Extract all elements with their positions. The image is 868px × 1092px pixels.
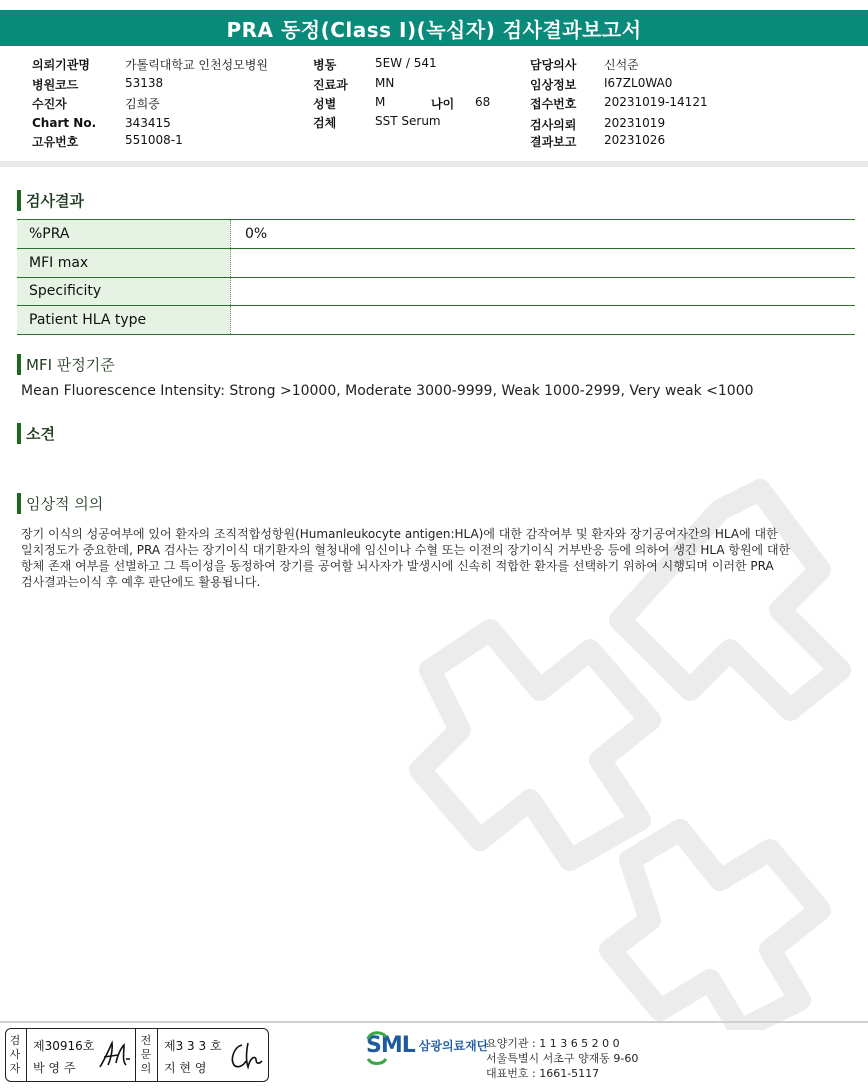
divider — [157, 1029, 158, 1081]
label-physician: 담당의사 — [530, 58, 577, 72]
org-name: 삼광의료재단 — [418, 1039, 489, 1053]
reviewer-label-char: 전 — [140, 1034, 152, 1047]
sml-logo-arc-icon — [364, 1029, 388, 1065]
value-clinical-info: I67ZL0WA0 — [604, 76, 673, 90]
value-ward: 5EW / 541 — [375, 56, 437, 70]
reviewer-name: 지 현 영 — [164, 1061, 207, 1075]
result-label-specificity: Specificity — [17, 278, 231, 306]
inspector-license-no: 제30916호 — [33, 1039, 95, 1053]
label-clinical-info: 임상정보 — [530, 78, 577, 92]
label-test-request: 검사의뢰 — [530, 118, 577, 132]
section-marker — [17, 190, 21, 211]
label-receipt-no: 접수번호 — [530, 97, 577, 111]
label-specimen: 검체 — [313, 116, 337, 130]
clinical-significance-text — [21, 526, 851, 590]
sml-logo — [366, 1033, 488, 1058]
value-requesting-institution: 가톨릭대학교 인천성모병원 — [125, 58, 268, 72]
section-marker — [17, 493, 21, 514]
section-opinion-title — [17, 423, 55, 444]
report-title-bar — [0, 10, 868, 46]
result-value-mfi-max — [231, 249, 855, 277]
clinical-line: 장기 이식의 성공여부에 있어 환자의 조직적합성항원(Humanleukocyte antigen:HLA)에 대한 감작여부 및 환자와 장기공여자간의 HLA에 대한 — [21, 527, 778, 541]
value-receipt-no: 20231019-14121 — [604, 95, 708, 109]
table-row — [17, 278, 855, 307]
label-ward: 병동 — [313, 58, 337, 72]
table-row — [17, 220, 855, 249]
value-specimen: SST Serum — [375, 114, 441, 128]
result-value-hla-type — [231, 306, 855, 334]
reviewer-signature — [226, 1039, 264, 1073]
label-chart-no: Chart No. — [32, 116, 97, 130]
clinical-line: 항체 존재 여부를 선별하고 그 특이성을 동정하여 장기를 공여할 뇌사자가 발생시에 신속히 적합한 환자를 선택하기 위하여 시행되며 이러한 PRA — [21, 559, 774, 573]
label-hospital-code: 병원코드 — [32, 78, 79, 92]
section-mfi-text: MFI 판정기준 — [26, 356, 115, 374]
result-value-pra: 0% — [245, 225, 268, 242]
table-row — [17, 249, 855, 278]
mfi-criteria-text: Mean Fluorescence Intensity: Strong >10000, Moderate 3000-9999, Weak 1000-2999, Very weak <1000 — [21, 383, 754, 399]
value-department: MN — [375, 76, 395, 90]
label-patient: 수진자 — [32, 97, 67, 111]
section-results-title — [17, 190, 84, 211]
value-chart-no: 343415 — [125, 116, 171, 130]
section-marker — [17, 423, 21, 444]
inspector-label-char: 자 — [9, 1062, 21, 1075]
reviewer-license-no: 제3 3 3 호 — [164, 1039, 222, 1053]
sml-logo-text: SML — [366, 1033, 415, 1058]
inspector-label — [6, 1029, 24, 1081]
divider — [135, 1029, 136, 1081]
result-label-mfi-max: MFI max — [17, 249, 231, 277]
section-clinical-title — [17, 493, 103, 514]
value-test-request: 20231019 — [604, 116, 666, 130]
org-address: 서울특별시 서초구 양재동 9-60 — [486, 1052, 639, 1065]
value-patient: 김희중 — [125, 97, 160, 111]
label-result-report: 결과보고 — [530, 135, 577, 149]
value-age: 68 — [475, 95, 491, 109]
org-code: 요양기관 : 1 1 3 6 5 2 0 0 — [486, 1037, 620, 1050]
value-hospital-code: 53138 — [125, 76, 164, 90]
footer-divider — [0, 1021, 868, 1023]
reviewer-label-char: 의 — [140, 1062, 152, 1075]
section-opinion-text: 소견 — [26, 425, 55, 443]
results-table — [17, 219, 855, 335]
report-title: PRA 동정(Class I)(녹십자) 검사결과보고서 — [226, 17, 642, 42]
label-sex: 성별 — [313, 97, 337, 111]
label-age: 나이 — [431, 97, 455, 111]
inspector-label-char: 사 — [9, 1048, 21, 1061]
value-result-report: 20231026 — [604, 133, 666, 147]
divider — [26, 1029, 27, 1081]
section-clinical-text: 임상적 의의 — [26, 495, 104, 513]
clinical-line: 검사결과는이식 후 예후 판단에도 활용됩니다. — [21, 575, 261, 589]
signature-box — [5, 1028, 269, 1082]
patient-info-header — [0, 47, 868, 167]
table-row — [17, 306, 855, 335]
section-marker — [17, 354, 21, 375]
section-mfi-title — [17, 354, 115, 375]
reviewer-label-char: 문 — [140, 1048, 152, 1061]
label-requesting-institution: 의뢰기관명 — [32, 58, 90, 72]
inspector-name: 박 영 주 — [33, 1061, 76, 1075]
clinical-line: 일치정도가 중요한데, PRA 검사는 장기이식 대기환자의 혈청내에 임신이나 수혈 또는 이전의 장기이식 거부반응 등에 의하여 생긴 HLA 항원에 대한 — [21, 543, 791, 557]
result-value-specificity — [231, 278, 855, 306]
inspector-label-char: 검 — [9, 1034, 21, 1047]
section-results-text: 검사결과 — [26, 192, 84, 210]
value-physician: 신석준 — [604, 58, 639, 72]
org-phone: 대표번호 : 1661-5117 — [486, 1067, 600, 1080]
result-label-hla-type: Patient HLA type — [17, 306, 231, 334]
label-unique-no: 고유번호 — [32, 135, 79, 149]
label-department: 진료과 — [313, 78, 348, 92]
result-label-pra: %PRA — [17, 220, 231, 248]
reviewer-label — [137, 1029, 155, 1081]
org-info — [486, 1036, 638, 1081]
value-sex: M — [375, 95, 386, 109]
value-unique-no: 551008-1 — [125, 133, 183, 147]
inspector-signature — [96, 1039, 132, 1073]
